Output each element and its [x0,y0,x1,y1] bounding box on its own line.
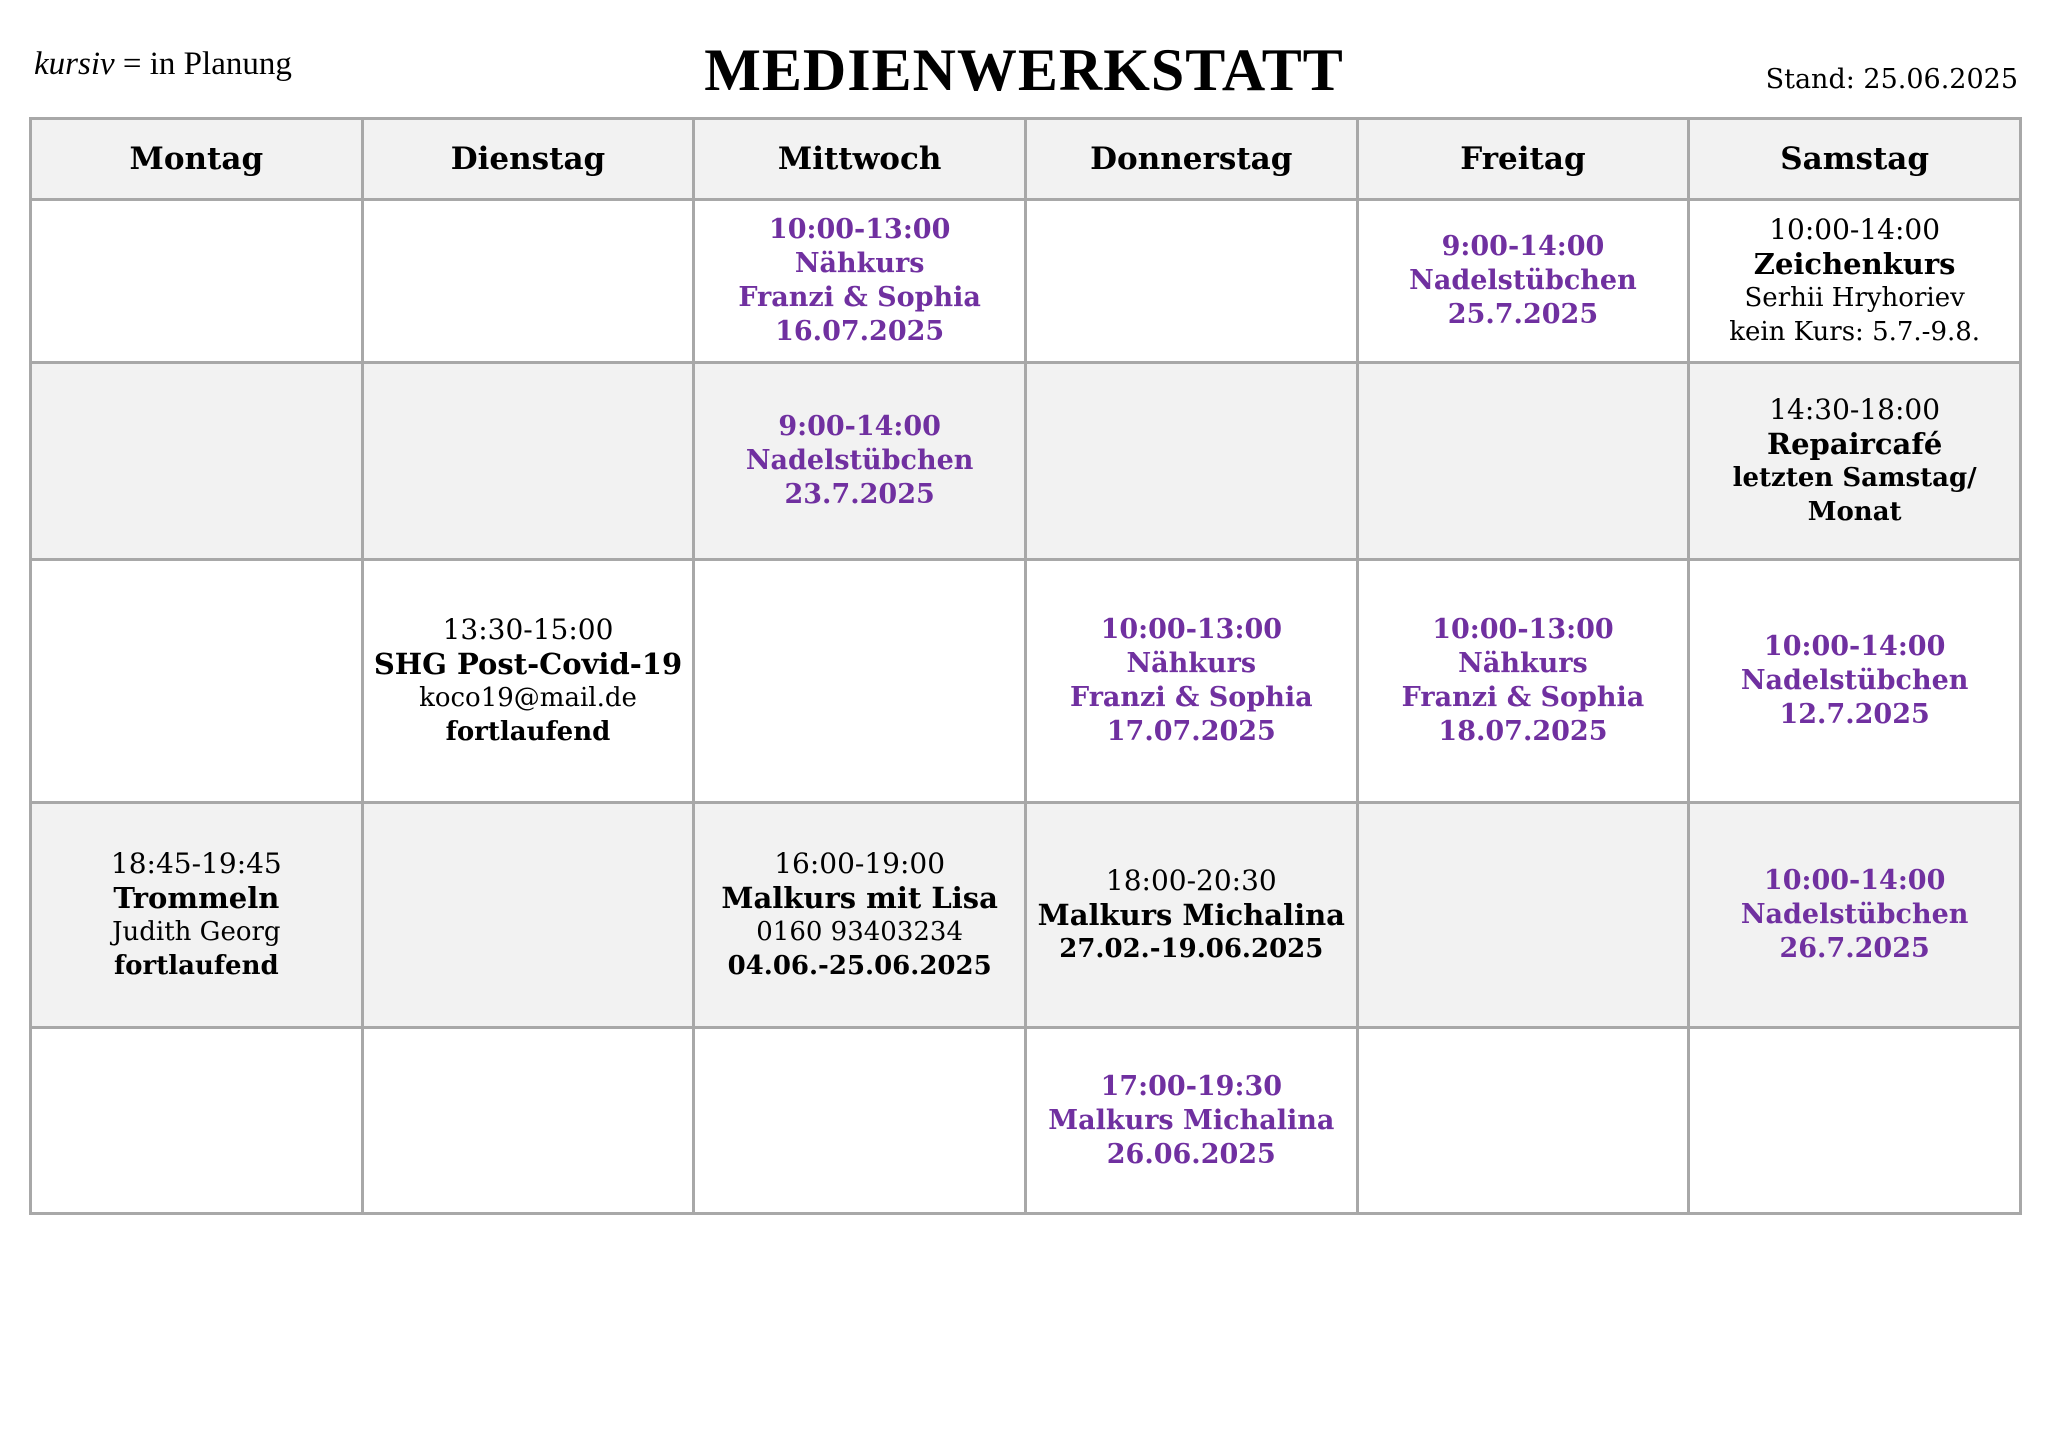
event-cell-repaircafe-samstag [1689,363,2021,560]
event-name: Malkurs Michalina [1048,1104,1335,1136]
event-note: Monat [1807,497,1902,527]
table-row [31,363,2021,560]
table-row [31,200,2021,363]
event-name: Nadelstübchen [1740,899,1969,930]
event-name: Nadelstübchen [1409,265,1637,296]
cell-empty [1357,363,1689,560]
event-time: 9:00-14:00 [1441,231,1605,262]
event-date: 12.7.2025 [1779,699,1930,730]
event-time: 18:00-20:30 [1105,864,1277,897]
legend-text: = in Planung [114,46,292,82]
cell-empty [694,1028,1026,1214]
event-info: koco19@mail.de [419,683,637,713]
legend-italic-word: kursiv [34,46,115,82]
event-cell-shg-dienstag [362,560,694,803]
event-cell-nadelstuebchen-samstag [1689,803,2021,1028]
event-name: Nähkurs [1458,648,1588,679]
event-date: 18.07.2025 [1438,716,1608,747]
cell-empty [362,1028,694,1214]
event-name: SHG Post-Covid-19 [373,647,683,681]
cell-empty [362,803,694,1028]
header-montag: Montag [31,119,363,200]
event-note: fortlaufend [445,717,611,747]
event-cell-naehkurs-freitag [1357,560,1689,803]
event-date: 26.06.2025 [1106,1138,1276,1170]
event-name: Nadelstübchen [1740,665,1969,696]
event-cell-zeichenkurs-samstag [1689,200,2021,363]
cell-empty [1357,803,1689,1028]
event-cell-trommeln-montag [31,803,363,1028]
event-name: Malkurs Michalina [1037,898,1345,932]
event-note: kein Kurs: 5.7.-9.8. [1729,317,1981,347]
event-time: 10:00-13:00 [1432,614,1614,645]
cell-empty [1357,1028,1689,1214]
event-name: Nähkurs [1126,648,1257,679]
event-info: 0160 93403234 [756,917,964,947]
event-time: 14:30-18:00 [1769,393,1941,426]
header-mittwoch: Mittwoch [694,119,1026,200]
event-name: Nähkurs [794,248,925,279]
event-time: 18:45-19:45 [110,847,282,880]
event-info: Franzi & Sophia [738,282,981,313]
event-name: Zeichenkurs [1753,247,1956,281]
cell-empty [362,363,694,560]
event-time: 10:00-13:00 [1100,614,1283,645]
event-info: Judith Georg [112,917,281,947]
event-date: 26.7.2025 [1779,933,1930,964]
event-cell-malkurs-michalina-planned [1025,1028,1357,1214]
event-time: 9:00-14:00 [778,411,941,442]
event-cell-nadelstuebchen-freitag [1357,200,1689,363]
event-time: 16:00-19:00 [774,847,946,880]
event-time: 17:00-19:30 [1100,1070,1283,1102]
event-info: Serhii Hryhoriev [1744,283,1965,313]
stand-date: Stand: 25.06.2025 [1765,64,2018,95]
event-time: 10:00-13:00 [768,214,951,245]
event-cell-malkurs-michalina-donnerstag [1025,803,1357,1028]
event-name: Nadelstübchen [745,445,974,476]
event-name: Malkurs mit Lisa [721,881,998,915]
event-cell-malkurs-lisa-mittwoch [694,803,1026,1028]
event-date: 25.7.2025 [1447,299,1599,330]
header-samstag: Samstag [1689,119,2021,200]
event-name: Repaircafé [1766,427,1943,461]
cell-empty [1025,200,1357,363]
header-dienstag: Dienstag [362,119,694,200]
cell-empty [31,1028,363,1214]
table-row [31,1028,2021,1214]
event-note: fortlaufend [113,951,279,981]
event-cell-nadelstuebchen-mittwoch [694,363,1026,560]
header-row [31,119,2021,200]
header-donnerstag: Donnerstag [1025,119,1357,200]
event-note: letzten Samstag/ [1732,463,1977,493]
header-freitag: Freitag [1357,119,1689,200]
table-row [31,560,2021,803]
cell-empty [1689,1028,2021,1214]
event-date: 16.07.2025 [775,316,945,347]
event-info: Franzi & Sophia [1401,682,1645,713]
cell-empty [31,363,363,560]
event-date: 23.7.2025 [784,479,935,510]
event-date: 27.02.-19.06.2025 [1059,934,1324,964]
event-cell-naehkurs-mittwoch [694,200,1026,363]
cell-empty [31,200,363,363]
page-title: MEDIENWERKSTATT [704,37,1344,103]
event-time: 10:00-14:00 [1763,631,1946,662]
cell-empty [694,560,1026,803]
event-cell-nadelstuebchen-samstag [1689,560,2021,803]
event-cell-naehkurs-donnerstag [1025,560,1357,803]
event-time: 10:00-14:00 [1769,213,1941,246]
event-time: 10:00-14:00 [1763,865,1946,896]
event-date: 04.06.-25.06.2025 [727,951,992,981]
cell-empty [31,560,363,803]
event-name: Trommeln [113,881,280,915]
weekly-schedule-table [29,117,2022,1215]
event-info: Franzi & Sophia [1070,682,1313,713]
cell-empty [1025,363,1357,560]
event-date: 17.07.2025 [1106,716,1276,747]
event-time: 13:30-15:00 [442,613,614,646]
cell-empty [362,200,694,363]
table-row [31,803,2021,1028]
